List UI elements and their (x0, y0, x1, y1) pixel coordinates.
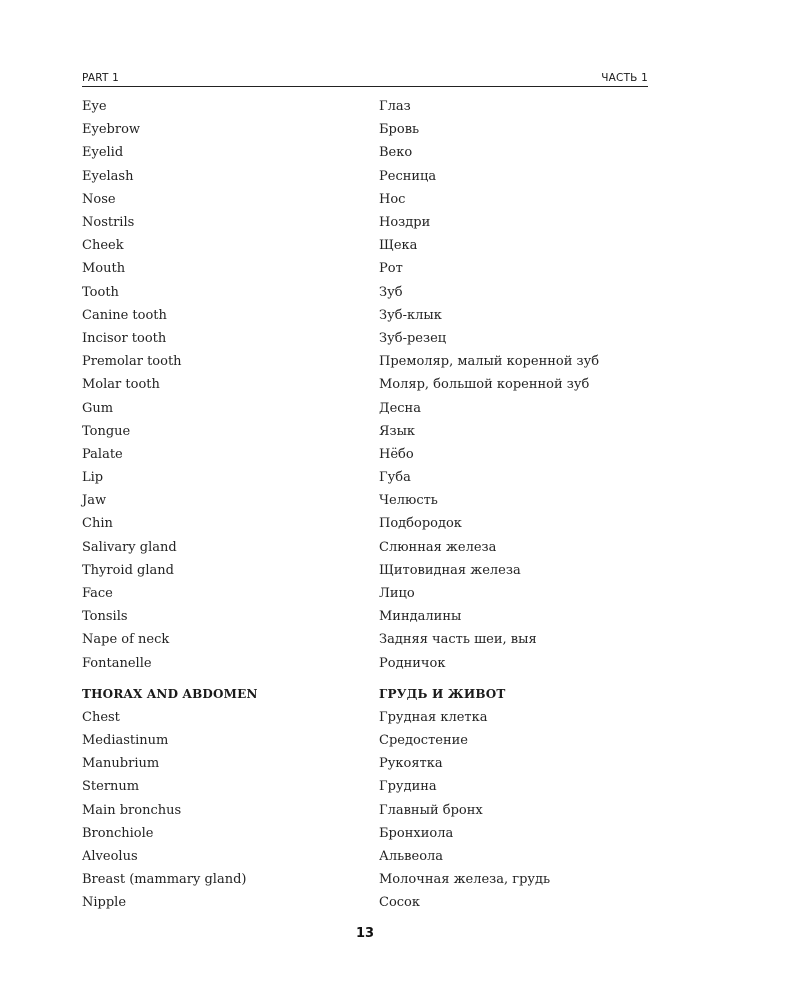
glossary-row (82, 652, 648, 675)
glossary-row (82, 822, 648, 845)
glossary-row (82, 489, 648, 512)
term-en: Cheek (82, 238, 124, 254)
term-ru: Щека (379, 238, 418, 254)
term-en: Eyebrow (82, 122, 141, 138)
glossary-row (82, 234, 648, 257)
page-number: 13 (355, 926, 375, 941)
glossary-row (82, 798, 648, 821)
term-en: Mouth (82, 261, 126, 277)
glossary-row (82, 118, 648, 141)
section-heading (82, 683, 648, 706)
term-en: Thyroid gland (82, 562, 174, 578)
term-ru: Нёбо (379, 446, 414, 462)
term-en: Eyelid (82, 145, 124, 161)
term-ru: Веко (379, 145, 413, 161)
term-ru: Губа (379, 470, 411, 486)
term-ru: Грудина (379, 779, 437, 795)
term-ru: Альвеола (379, 848, 444, 864)
glossary-row (82, 165, 648, 188)
glossary-row (82, 141, 648, 164)
term-en: Canine tooth (82, 307, 167, 323)
term-en: Premolar tooth (82, 354, 182, 370)
glossary-row (82, 95, 648, 118)
term-ru: Десна (379, 400, 421, 416)
term-en: Salivary gland (82, 539, 177, 555)
glossary-row (82, 281, 648, 304)
glossary-row (82, 752, 648, 775)
term-ru: Сосок (379, 895, 421, 911)
term-ru: Рот (379, 261, 403, 277)
term-ru: Зуб-клык (379, 307, 442, 323)
term-en: Manubrium (82, 756, 160, 772)
header-part-ru: ЧАСТЬ 1 (601, 72, 648, 84)
term-ru: Родничок (379, 655, 446, 671)
term-ru: Челюсть (379, 493, 438, 509)
glossary-row (82, 188, 648, 211)
glossary-row (82, 396, 648, 419)
term-ru: Бровь (379, 122, 420, 138)
glossary-list-thorax (82, 706, 648, 915)
glossary-row (82, 775, 648, 798)
term-en: Bronchiole (82, 825, 154, 841)
glossary-row (82, 868, 648, 891)
glossary-row (82, 512, 648, 535)
glossary-row (82, 373, 648, 396)
term-ru: Молочная железа, грудь (379, 872, 551, 888)
term-en: Nipple (82, 895, 127, 911)
term-en: Lip (82, 470, 104, 486)
glossary-row (82, 628, 648, 651)
term-en: Palate (82, 446, 123, 462)
term-en: Chin (82, 516, 113, 532)
term-ru: Средостение (379, 732, 468, 748)
glossary-row (82, 257, 648, 280)
term-en: Eyelash (82, 168, 134, 184)
term-en: Tonsils (82, 609, 128, 625)
glossary-list-head (82, 95, 648, 675)
term-ru: Задняя часть шеи, выя (379, 632, 537, 648)
term-en: Molar tooth (82, 377, 160, 393)
section-heading-ru: ГРУДЬ И ЖИВОТ (379, 687, 506, 702)
term-ru: Щитовидная железа (379, 562, 521, 578)
glossary-row (82, 211, 648, 234)
term-en: Main bronchus (82, 802, 182, 818)
term-ru: Ноздри (379, 215, 431, 231)
term-en: Alveolus (82, 848, 138, 864)
section-heading-en: THORAX AND ABDOMEN (82, 687, 258, 702)
glossary-row (82, 845, 648, 868)
term-en: Nostrils (82, 215, 135, 231)
glossary-row (82, 536, 648, 559)
term-ru: Подбородок (379, 516, 462, 532)
term-en: Fontanelle (82, 655, 152, 671)
glossary-row (82, 304, 648, 327)
term-en: Sternum (82, 779, 140, 795)
term-en: Jaw (82, 493, 107, 509)
glossary-row (82, 327, 648, 350)
glossary-row (82, 466, 648, 489)
glossary-row (82, 443, 648, 466)
header-part-en: PART 1 (82, 72, 120, 84)
term-en: Tooth (82, 284, 119, 300)
term-ru: Бронхиола (379, 825, 454, 841)
term-ru: Моляр, большой коренной зуб (379, 377, 590, 393)
glossary-row (82, 729, 648, 752)
term-ru: Ресница (379, 168, 437, 184)
glossary-row (82, 582, 648, 605)
glossary-row (82, 420, 648, 443)
term-en: Mediastinum (82, 732, 169, 748)
running-header (82, 66, 648, 87)
term-ru: Глаз (379, 99, 411, 115)
term-ru: Главный бронх (379, 802, 483, 818)
term-en: Nape of neck (82, 632, 170, 648)
term-en: Incisor tooth (82, 330, 167, 346)
glossary-row (82, 891, 648, 914)
term-ru: Лицо (379, 586, 415, 602)
glossary-row (82, 706, 648, 729)
glossary-row (82, 605, 648, 628)
term-en: Nose (82, 191, 116, 207)
term-en: Breast (mammary gland) (82, 872, 247, 888)
term-ru: Зуб-резец (379, 330, 447, 346)
term-ru: Язык (379, 423, 416, 439)
term-ru: Нос (379, 191, 406, 207)
term-ru: Премоляр, малый коренной зуб (379, 354, 600, 370)
glossary-page (82, 66, 648, 914)
term-ru: Зуб (379, 284, 403, 300)
term-en: Tongue (82, 423, 131, 439)
glossary-row (82, 559, 648, 582)
glossary-row (82, 350, 648, 373)
term-ru: Миндалины (379, 609, 462, 625)
term-en: Gum (82, 400, 114, 416)
term-en: Chest (82, 709, 120, 725)
term-ru: Рукоятка (379, 756, 443, 772)
term-en: Face (82, 586, 113, 602)
term-ru: Грудная клетка (379, 709, 488, 725)
term-ru: Слюнная железа (379, 539, 497, 555)
term-en: Eye (82, 99, 107, 115)
